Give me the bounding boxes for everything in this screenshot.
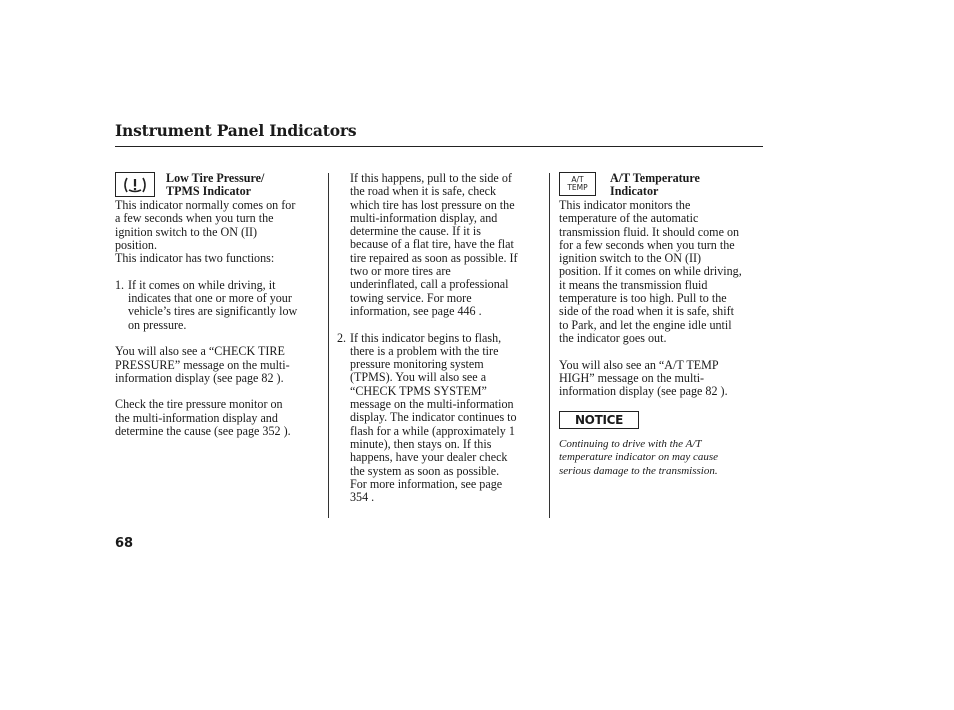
notice-text <box>559 438 764 478</box>
col3-line: it means the transmission fluid <box>559 277 708 292</box>
at-temp-indicator-box <box>559 172 596 196</box>
list-line: on pressure. <box>128 317 187 332</box>
col2-line: two or more tires are <box>350 264 451 279</box>
list-line: pressure monitoring system <box>350 357 484 372</box>
at-temp-icon-line1: A/T <box>571 175 584 184</box>
tpms-heading-line2: TPMS Indicator <box>166 184 251 199</box>
col3-line: for a few seconds when you turn the <box>559 237 735 252</box>
col3-line: transmission fluid. It should come on <box>559 224 740 239</box>
tire-pressure-warning-icon <box>120 175 150 195</box>
list-line: display. The indicator continues to <box>350 410 517 425</box>
col3-line: HIGH” message on the multi- <box>559 370 705 385</box>
list-line: happens, have your dealer check <box>350 450 508 465</box>
col3-line: temperature is too high. Pull to the <box>559 291 727 306</box>
col1-line: ignition switch to the ON (II) <box>115 224 258 239</box>
list-line: flash for a while (approximately 1 <box>350 423 515 438</box>
col2-line: multi-information display, and <box>350 210 498 225</box>
list-number: 2. <box>337 330 347 345</box>
col1-line: This indicator normally comes on for <box>115 198 296 212</box>
tpms-heading-line1: Low Tire Pressure/ <box>166 171 265 185</box>
col2-line: because of a flat tire, have the flat <box>350 237 514 252</box>
at-temp-heading-line2: Indicator <box>610 184 659 199</box>
list-item-2 <box>337 332 545 505</box>
at-temp-icon <box>567 176 587 192</box>
list-line: 354 . <box>350 490 375 505</box>
notice-line: Continuing to drive with the A/T <box>559 438 702 450</box>
col1-line: a few seconds when you turn the <box>115 211 274 226</box>
list-line: indicates that one or more of your <box>128 291 292 306</box>
col1-line: Check the tire pressure monitor on <box>115 397 283 412</box>
list-line: message on the multi-information <box>350 397 514 412</box>
tpms-heading <box>166 172 264 199</box>
col2-line: underinflated, call a professional <box>350 277 509 292</box>
list-line: the system as soon as possible. <box>350 463 500 478</box>
col1-line: the multi-information display and <box>115 410 278 425</box>
column-divider-2 <box>549 173 550 518</box>
col3-line: This indicator monitors the <box>559 198 691 212</box>
col2-line: towing service. For more <box>350 290 472 305</box>
column-1 <box>115 199 325 438</box>
page-title: Instrument Panel Indicators <box>115 121 357 140</box>
col2-line: If this happens, pull to the side of <box>350 171 512 185</box>
notice-badge: NOTICE <box>559 411 639 429</box>
list-line: For more information, see page <box>350 476 503 491</box>
list-line: there is a problem with the tire <box>350 343 499 358</box>
col3-line: information display (see page 82 ). <box>559 384 728 399</box>
col3-line: You will also see an “A/T TEMP <box>559 357 719 372</box>
col3-line: to Park, and let the engine idle until <box>559 317 732 332</box>
tire-pressure-indicator-box <box>115 172 155 197</box>
col2-line: information, see page 446 . <box>350 303 482 318</box>
col1-line: This indicator has two functions: <box>115 251 275 266</box>
col2-line: determine the cause. If it is <box>350 224 481 239</box>
col3-line: the indicator goes out. <box>559 330 667 345</box>
col3-line: temperature of the automatic <box>559 211 699 226</box>
col3-line: side of the road when it is safe, shift <box>559 304 734 319</box>
at-temp-icon-line2: TEMP <box>567 183 588 192</box>
title-divider <box>115 146 763 147</box>
list-line: If it comes on while driving, it <box>128 277 276 292</box>
notice-line: serious damage to the transmission. <box>559 464 718 477</box>
col1-line: You will also see a “CHECK TIRE <box>115 344 285 359</box>
at-temp-heading <box>610 172 700 199</box>
list-line: “CHECK TPMS SYSTEM” <box>350 383 487 398</box>
column-divider-1 <box>328 173 329 518</box>
list-number: 1. <box>115 277 125 292</box>
col2-line: which tire has lost pressure on the <box>350 197 515 212</box>
col1-line: PRESSURE” message on the multi- <box>115 357 290 372</box>
col1-line: information display (see page 82 ). <box>115 370 284 385</box>
column-3 <box>559 199 764 398</box>
list-line: vehicle’s tires are significantly low <box>128 304 298 319</box>
col3-line: ignition switch to the ON (II) <box>559 251 702 266</box>
list-line: If this indicator begins to flash, <box>350 330 502 345</box>
col2-line: the road when it is safe, check <box>350 184 497 199</box>
column-2 <box>337 172 545 504</box>
list-line: (TPMS). You will also see a <box>350 370 487 385</box>
list-line: minute), then stays on. If this <box>350 436 492 451</box>
col1-line: determine the cause (see page 352 ). <box>115 424 291 439</box>
page-number: 68 <box>115 536 134 551</box>
list-item-1 <box>115 279 325 332</box>
col2-line: tire repaired as soon as possible. If <box>350 250 518 265</box>
notice-line: temperature indicator on may cause <box>559 451 719 464</box>
at-temp-heading-line1: A/T Temperature <box>610 171 700 185</box>
col1-line: position. <box>115 237 157 252</box>
col3-line: position. If it comes on while driving, <box>559 264 742 279</box>
